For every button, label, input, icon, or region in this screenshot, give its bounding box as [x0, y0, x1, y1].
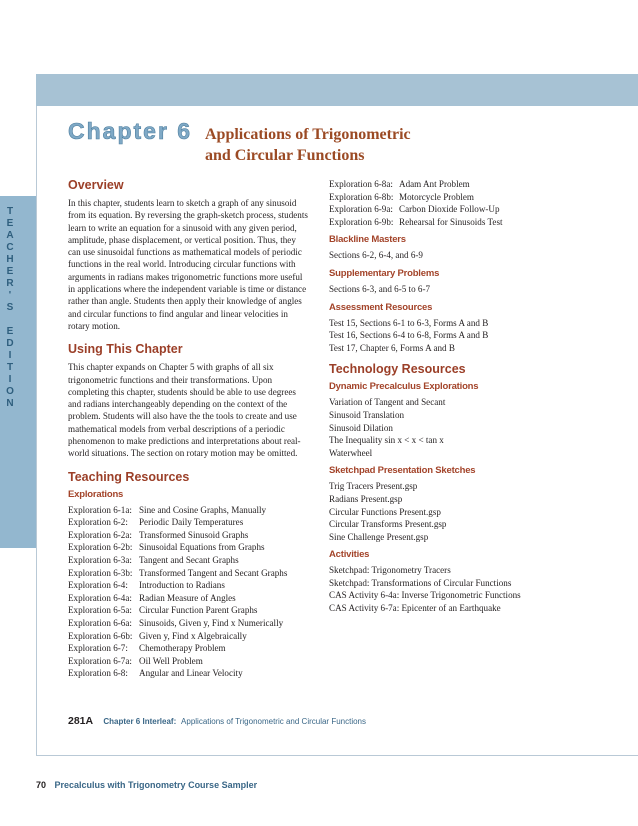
- using-line: and radians interchangeably depending on the context of the: [68, 399, 288, 410]
- exploration-title: Transformed Sinusoid Graphs: [139, 529, 249, 540]
- using-line: This chapter expands on Chapter 5 with graphs of all six: [68, 362, 274, 373]
- sketchpad-heading: Sketchpad Presentation Sketches: [329, 465, 476, 477]
- dynamic-heading: Dynamic Precalculus Explorations: [329, 381, 479, 393]
- exploration-number: Exploration 6-2a:: [68, 529, 132, 540]
- exploration-title: Introduction to Radians: [139, 580, 225, 591]
- list-item: Trig Tracers Present.gsp: [329, 481, 418, 492]
- list-item: Circular Transforms Present.gsp: [329, 519, 447, 530]
- assessment-list: [329, 317, 569, 355]
- exploration-title: Tangent and Secant Graphs: [139, 555, 239, 566]
- exploration-number: Exploration 6-3a:: [68, 555, 132, 566]
- supplementary-list: [329, 283, 569, 296]
- exploration-title: Adam Ant Problem: [399, 179, 470, 189]
- using-line: trigonometric functions and their transformations. Upon: [68, 374, 273, 385]
- list-item: [68, 579, 308, 592]
- overview-line: from its equation. By reversing the graph-sketch process, students: [68, 210, 308, 221]
- exploration-number: Exploration 6-8:: [68, 668, 128, 679]
- side-tab-letter: I: [8, 350, 12, 361]
- exploration-number: Exploration 6-9a:: [329, 204, 393, 215]
- exploration-title: Rehearsal for Sinusoids Test: [399, 216, 503, 227]
- activities-list: [329, 564, 569, 614]
- list-item: CAS Activity 6-7a: Epicenter of an Earthquake: [329, 603, 501, 614]
- side-tab-letter: C: [6, 242, 14, 253]
- right-column: [329, 178, 569, 615]
- list-item: [329, 191, 569, 204]
- exploration-number: Exploration 6-1a:: [68, 504, 132, 515]
- list-item: Test 16, Sections 6-4 to 6-8, Forms A and B: [329, 330, 489, 341]
- list-item: [68, 655, 308, 668]
- activities-heading: Activities: [329, 549, 370, 561]
- list-item: Waterwheel: [329, 447, 373, 458]
- exploration-title: Motorcycle Problem: [399, 191, 475, 202]
- overview-line: functions in the real world. Introducing circular functions with: [68, 259, 296, 270]
- list-item: [68, 567, 308, 580]
- list-item: Test 17, Chapter 6, Forms A and B: [329, 342, 455, 353]
- overview-line: rotary motion.: [68, 320, 121, 331]
- list-item: The Inequality sin x < x < tan x: [329, 435, 444, 446]
- page-number: 281A: [68, 715, 94, 727]
- list-item: CAS Activity 6-4a: Inverse Trigonometric Functions: [329, 590, 521, 601]
- list-item: [68, 667, 308, 680]
- exploration-number: Exploration 6-6a:: [68, 617, 132, 628]
- exploration-number: Exploration 6-3b:: [68, 567, 133, 578]
- header-bar: [36, 74, 638, 106]
- exploration-number: Exploration 6-5a:: [68, 605, 132, 616]
- side-tab-letter: T: [6, 206, 14, 217]
- list-item: Variation of Tangent and Secant: [329, 397, 446, 408]
- list-item: Sections 6-2, 6-4, and 6-9: [329, 250, 423, 261]
- side-tab-letter: T: [6, 362, 14, 373]
- explorations-continued-list: [329, 178, 569, 228]
- exploration-number: Exploration 6-9b:: [329, 216, 394, 227]
- exploration-title: Oil Well Problem: [139, 655, 203, 666]
- exploration-title: Sine and Cosine Graphs, Manually: [139, 504, 267, 515]
- overview-line: can use sinusoidal functions as mathematical models of periodic: [68, 247, 302, 258]
- explorations-list: [68, 504, 308, 680]
- left-column: [68, 178, 308, 680]
- teaching-heading: Teaching Resources: [68, 469, 190, 484]
- list-item: [68, 529, 308, 542]
- exploration-number: Exploration 6-2b:: [68, 542, 133, 553]
- list-item: Circular Functions Present.gsp: [329, 506, 441, 517]
- list-item: Sketchpad: Trigonometry Tracers: [329, 565, 451, 576]
- exploration-number: Exploration 6-8b:: [329, 191, 394, 202]
- side-tab-letter: E: [6, 218, 14, 229]
- list-item: [68, 617, 308, 630]
- side-tab-letter: R: [6, 278, 14, 289]
- using-heading: Using This Chapter: [68, 342, 183, 357]
- list-item: [68, 592, 308, 605]
- exploration-title: Sinusoidal Equations from Graphs: [139, 542, 265, 553]
- blackline-heading: Blackline Masters: [329, 234, 406, 246]
- side-tab-letter: N: [6, 398, 14, 409]
- footer-chapter-text: Applications of Trigonometric and Circular Functions: [181, 717, 367, 726]
- using-body: [68, 361, 308, 459]
- list-item: [329, 203, 569, 216]
- interleaf-footer: [68, 715, 366, 727]
- overview-line: arguments in radians makes trigonometric functions more useful: [68, 271, 303, 282]
- using-line: problem. Students will also have the the tools to create and use: [68, 411, 297, 422]
- list-item: [68, 642, 308, 655]
- overview-line: rather than angle. Students then apply their knowledge of angles: [68, 296, 302, 307]
- supplementary-heading: Supplementary Problems: [329, 267, 440, 279]
- dynamic-list: [329, 396, 569, 459]
- sampler-title: Precalculus with Trigonometry Course Sampler: [54, 780, 258, 790]
- overview-line: learn to write an equation for a sinusoid with any given period,: [68, 222, 297, 233]
- list-item: [68, 630, 308, 643]
- exploration-title: Circular Function Parent Graphs: [139, 605, 258, 616]
- list-item: Test 15, Sections 6-1 to 6-3, Forms A and B: [329, 317, 489, 328]
- chapter-subtitle-line2: and Circular Functions: [205, 147, 365, 164]
- side-tab-letter: ': [8, 290, 12, 301]
- list-item: Sketchpad: Transformations of Circular Functions: [329, 577, 512, 588]
- overview-line: amplitude, phase displacement, or vertical position. Thus, they: [68, 234, 296, 245]
- side-tab-letter: E: [6, 266, 14, 277]
- exploration-number: Exploration 6-4a:: [68, 592, 132, 603]
- list-item: [329, 178, 569, 191]
- list-item: [68, 516, 308, 529]
- footer-chapter-label: Chapter 6 Interleaf:: [103, 717, 177, 726]
- chapter-subtitle: [205, 124, 411, 166]
- explorations-heading: Explorations: [68, 488, 124, 500]
- exploration-number: Exploration 6-7:: [68, 643, 128, 654]
- side-tab-letter: D: [6, 338, 14, 349]
- exploration-title: Periodic Daily Temperatures: [139, 517, 244, 528]
- list-item: [68, 541, 308, 554]
- overview-heading: Overview: [68, 178, 124, 192]
- chapter-subtitle-line1: Applications of Trigonometric: [205, 126, 411, 143]
- overview-line: and circular functions to find angular and linear velocities in: [68, 308, 288, 319]
- using-line: completing this chapter, students should be able to use degrees: [68, 386, 296, 397]
- side-tab-letter: A: [6, 230, 14, 241]
- chapter-title: [68, 118, 192, 145]
- exploration-title: Transformed Tangent and Secant Graphs: [139, 567, 288, 578]
- side-tab-letter: O: [6, 386, 14, 397]
- list-item: [329, 216, 569, 229]
- exploration-number: Exploration 6-8a:: [329, 179, 393, 189]
- sketchpad-list: [329, 480, 569, 543]
- exploration-title: Chemotherapy Problem: [139, 643, 226, 654]
- list-item: [68, 604, 308, 617]
- side-tab-letter: E: [6, 326, 14, 337]
- overview-line: in applications where the independent variable is time or distance: [68, 284, 307, 295]
- side-tab-letter: H: [6, 254, 14, 265]
- list-item: [68, 504, 308, 517]
- overview-line: In this chapter, students learn to sketch a graph of any sinusoid: [68, 198, 297, 208]
- using-line: mathematical models from verbal descriptions of a periodic: [68, 423, 285, 434]
- exploration-number: Exploration 6-6b:: [68, 630, 133, 641]
- exploration-number: Exploration 6-7a:: [68, 655, 132, 666]
- using-line: phenomenon to make predictions and interpretations about real-: [68, 436, 301, 447]
- list-item: [68, 554, 308, 567]
- exploration-title: Given y, Find x Algebraically: [139, 630, 247, 641]
- exploration-title: Sinusoids, Given y, Find x Numerically: [139, 617, 284, 628]
- sampler-page-number: 70: [36, 780, 47, 790]
- list-item: Radians Present.gsp: [329, 493, 403, 504]
- list-item: Sections 6-3, and 6-5 to 6-7: [329, 283, 431, 294]
- assessment-heading: Assessment Resources: [329, 301, 433, 313]
- list-item: Sine Challenge Present.gsp: [329, 531, 429, 542]
- side-tab-letter: S: [6, 302, 14, 313]
- technology-heading: Technology Resources: [329, 362, 466, 377]
- sampler-footer: [36, 780, 257, 790]
- exploration-number: Exploration 6-2:: [68, 517, 128, 528]
- side-tab-letter: [2, 314, 18, 326]
- side-tab-label: [2, 206, 18, 410]
- exploration-title: Angular and Linear Velocity: [139, 668, 243, 679]
- chapter-label: Chapter 6: [68, 118, 193, 144]
- exploration-number: Exploration 6-4:: [68, 580, 128, 591]
- overview-body: [68, 197, 308, 332]
- blackline-list: [329, 249, 569, 262]
- using-line: world situations. The section on rotary motion may be omitted.: [68, 448, 298, 459]
- list-item: Sinusoid Dilation: [329, 422, 393, 433]
- list-item: Sinusoid Translation: [329, 409, 405, 420]
- side-tab-letter: I: [8, 374, 12, 385]
- exploration-title: Carbon Dioxide Follow-Up: [399, 204, 500, 215]
- exploration-title: Radian Measure of Angles: [139, 592, 236, 603]
